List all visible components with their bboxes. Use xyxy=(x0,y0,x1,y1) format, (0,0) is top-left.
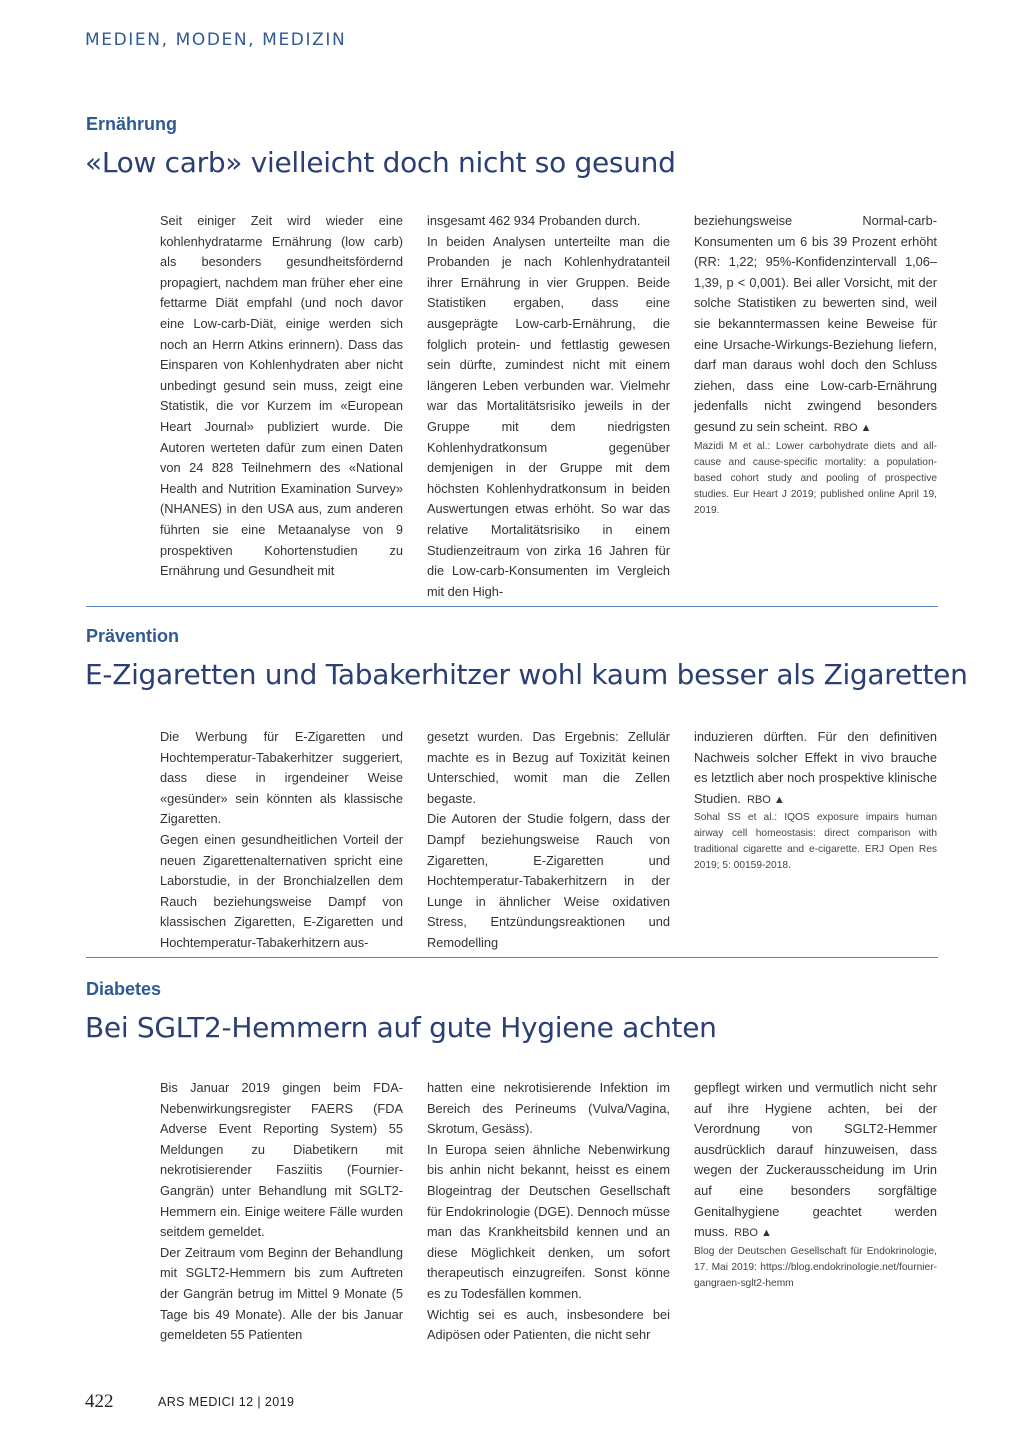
paragraph: insgesamt 462 934 Probanden durch. xyxy=(427,213,641,228)
reference: Sohal SS et al.: IQOS exposure impairs human airway cell homeostasis: direct comparison with traditional cigarette and e-cigarette. ERJ Open Res 2019; 5: 00159-2018. xyxy=(694,812,937,872)
paragraph: Gegen einen gesundheitlichen Vorteil der neuen Zigarettenalternativen spricht eine Laborstudie, in der Bronchialzellen dem Rauch beziehungsweise Dampf von klassischen Zigaretten, E-Zigaretten und Hochtemperatur-Tabakerhitzern aus- xyxy=(160,831,403,950)
paragraph: Bis Januar 2019 gingen beim FDA-Nebenwirkungsregister FAERS (FDA Adverse Event Reporting System) 55 Meldungen zu Diabetikern mit nekrotisierender Fasziitis (Fournier-Gangrän) unter Behandlung mit SGLT2-Hemmern ein. Einige weitere Fälle wurden seitdem gemeldet. xyxy=(160,1080,403,1240)
page-number: 422 xyxy=(85,1391,114,1412)
paragraph: In Europa seien ähnliche Nebenwirkung bis anhin nicht bekannt, heisst es einem Blogeintrag der Deutschen Gesellschaft für Endokrinologie (DGE). Dennoch müsse man das Krankheitsbild kennen und an diese Möglichkeit denken, um sofort therapeutisch einzugreifen. Sonst könne es zu Todesfällen kommen. xyxy=(427,1141,670,1301)
article-3-column-1 xyxy=(160,1078,403,1346)
article-2-column-1 xyxy=(160,727,403,954)
article-3-column-2 xyxy=(427,1078,670,1346)
reference: Blog der Deutschen Gesellschaft für Endokrinologie, 17. Mai 2019: https://blog.endokrinologie.net/fournier-gangraen-sglt2-hemm xyxy=(694,1245,937,1289)
article-2-column-2 xyxy=(427,727,670,954)
article-title-low-carb: «Low carb» vielleicht doch nicht so gesund xyxy=(85,146,676,179)
author-sign: RBO ▲ xyxy=(833,421,872,434)
article-3-column-3 xyxy=(694,1078,937,1292)
paragraph-text: beziehungsweise Normal-carb-Konsumenten um 6 bis 39 Prozent erhöht (RR: 1,22; 95%-Konfidenzintervall 1,06–1,39, p < 0,001). Bei aller Vorsicht, mit der solche Statistiken zu bewerten sind, weil sie bekanntermassen keine Beweise für eine Ursache-Wirkungs-Beziehung liefern, darf man daraus wohl doch den Schluss ziehen, dass eine Low-carb-Ernährung jedenfalls nicht zwingend besonders gesund zu sein scheint. xyxy=(694,213,937,434)
journal-issue: ARS MEDICI 12 | 2019 xyxy=(158,1395,295,1409)
paragraph-text: gepflegt wirken und vermutlich nicht sehr auf ihre Hygiene achten, bei der Verordnung von SGLT2-Hemmer ausdrücklich darauf hinzuweisen, dass wegen der Zuckerausscheidung im Urin auf eine besonders sorgfältige Genitalhygiene geachtet werden muss. xyxy=(694,1080,937,1240)
paragraph: Wichtig sei es auch, insbesondere bei Adipösen oder Patienten, die nicht sehr xyxy=(427,1306,670,1343)
paragraph: Seit einiger Zeit wird wieder eine kohlenhydratarme Ernährung (low carb) als besonders gesundheitsfördernd propagiert, nachdem man früher eher eine fettarme Diät empfahl (und noch davor eine Low-carb-Diät, einige werden sich noch an Herrn Atkins erinnern). Dass das Einsparen von Kohlenhydraten aber nicht unbedingt gesund sein muss, zeigt eine Statistik, die vor Kurzem im «European Heart Journal» publiziert wurde. Die Autoren werteten dafür zum einen Daten von 24 828 Teilnehmern des «National Health and Nutrition Examination Survey» (NHANES) in den USA aus, zum anderen führten sie eine Metaanalyse von 9 prospektiven Kohortenstudien zu Ernährung und Gesundheit mit xyxy=(160,213,403,579)
article-title-sglt2: Bei SGLT2-Hemmern auf gute Hygiene achten xyxy=(85,1011,717,1044)
article-title-e-zigaretten: E-Zigaretten und Tabakerhitzer wohl kaum besser als Zigaretten xyxy=(85,658,968,691)
paragraph: hatten eine nekrotisierende Infektion im Bereich des Perineums (Vulva/Vagina, Skrotum, Gesäss). xyxy=(427,1080,670,1137)
paragraph-text: induzieren dürften. Für den definitiven Nachweis solcher Effekt in vivo brauche es letztlich aber noch prospektive klinische Studien. xyxy=(694,729,937,806)
paragraph xyxy=(694,211,937,439)
section-kicker-diabetes: Diabetes xyxy=(86,979,162,999)
article-1-column-1 xyxy=(160,211,403,582)
section-kicker-ernaehrung: Ernährung xyxy=(86,114,178,134)
section-divider xyxy=(86,957,938,958)
running-header: MEDIEN, MODEN, MEDIZIN xyxy=(85,30,347,50)
paragraph xyxy=(694,727,937,810)
author-sign: RBO ▲ xyxy=(734,1227,772,1240)
article-1-column-3 xyxy=(694,211,937,519)
paragraph: gesetzt wurden. Das Ergebnis: Zellulär machte es in Bezug auf Toxizität keinen Unterschied, womit man die Zellen begaste. xyxy=(427,729,670,806)
author-sign: RBO ▲ xyxy=(746,793,785,806)
reference: Mazidi M et al.: Lower carbohydrate diets and all-cause and cause-specific mortality: a population-based cohort study and pooling of prospective studies. Eur Heart J 2019; published online April 19, 2019. xyxy=(694,440,937,516)
paragraph: Der Zeitraum vom Beginn der Behandlung mit SGLT2-Hemmern bis zum Auftreten der Gangrän betrug im Mittel 9 Monate (5 Tage bis 49 Monate). Alle der bis Januar gemeldeten 55 Patienten xyxy=(160,1244,403,1343)
paragraph: Die Werbung für E-Zigaretten und Hochtemperatur-Tabakerhitzer suggeriert, dass diese in irgendeiner Weise «gesünder» sein könnten als klassische Zigaretten. xyxy=(160,729,403,827)
section-divider xyxy=(86,606,938,607)
paragraph: Die Autoren der Studie folgern, dass der Dampf beziehungsweise Rauch von Zigaretten, E-Zigaretten und Hochtemperatur-Tabakerhitzern in der Lunge in ähnlicher Weise oxidativen Stress, Entzündungsreaktionen und Remodelling xyxy=(427,811,670,950)
section-kicker-praevention: Prävention xyxy=(86,626,180,646)
article-2-column-3 xyxy=(694,727,937,874)
paragraph xyxy=(694,1078,937,1244)
paragraph: In beiden Analysen unterteilte man die Probanden je nach Kohlenhydratanteil ihrer Ernährung in vier Gruppen. Beide Statistiken ergaben, dass eine ausgeprägte Low-carb-Ernährung, die folglich protein- und fettlastig gewesen sein dürfte, zumindest nicht mit einem längeren Leben verbunden war. Vielmehr war das Mortalitätsrisiko jeweils in der Gruppe mit dem niedrigsten Kohlenhydratkonsum gegenüber demjenigen in der Gruppe mit dem höchsten Kohlenhydratkonsum in beiden Auswertungen etwas erhöht. So war das relative Mortalitätsrisiko in einem Studienzeitraum von zirka 16 Jahren für die Low-carb-Konsumenten im Vergleich mit den High- xyxy=(427,233,670,599)
article-1-column-2 xyxy=(427,211,670,602)
